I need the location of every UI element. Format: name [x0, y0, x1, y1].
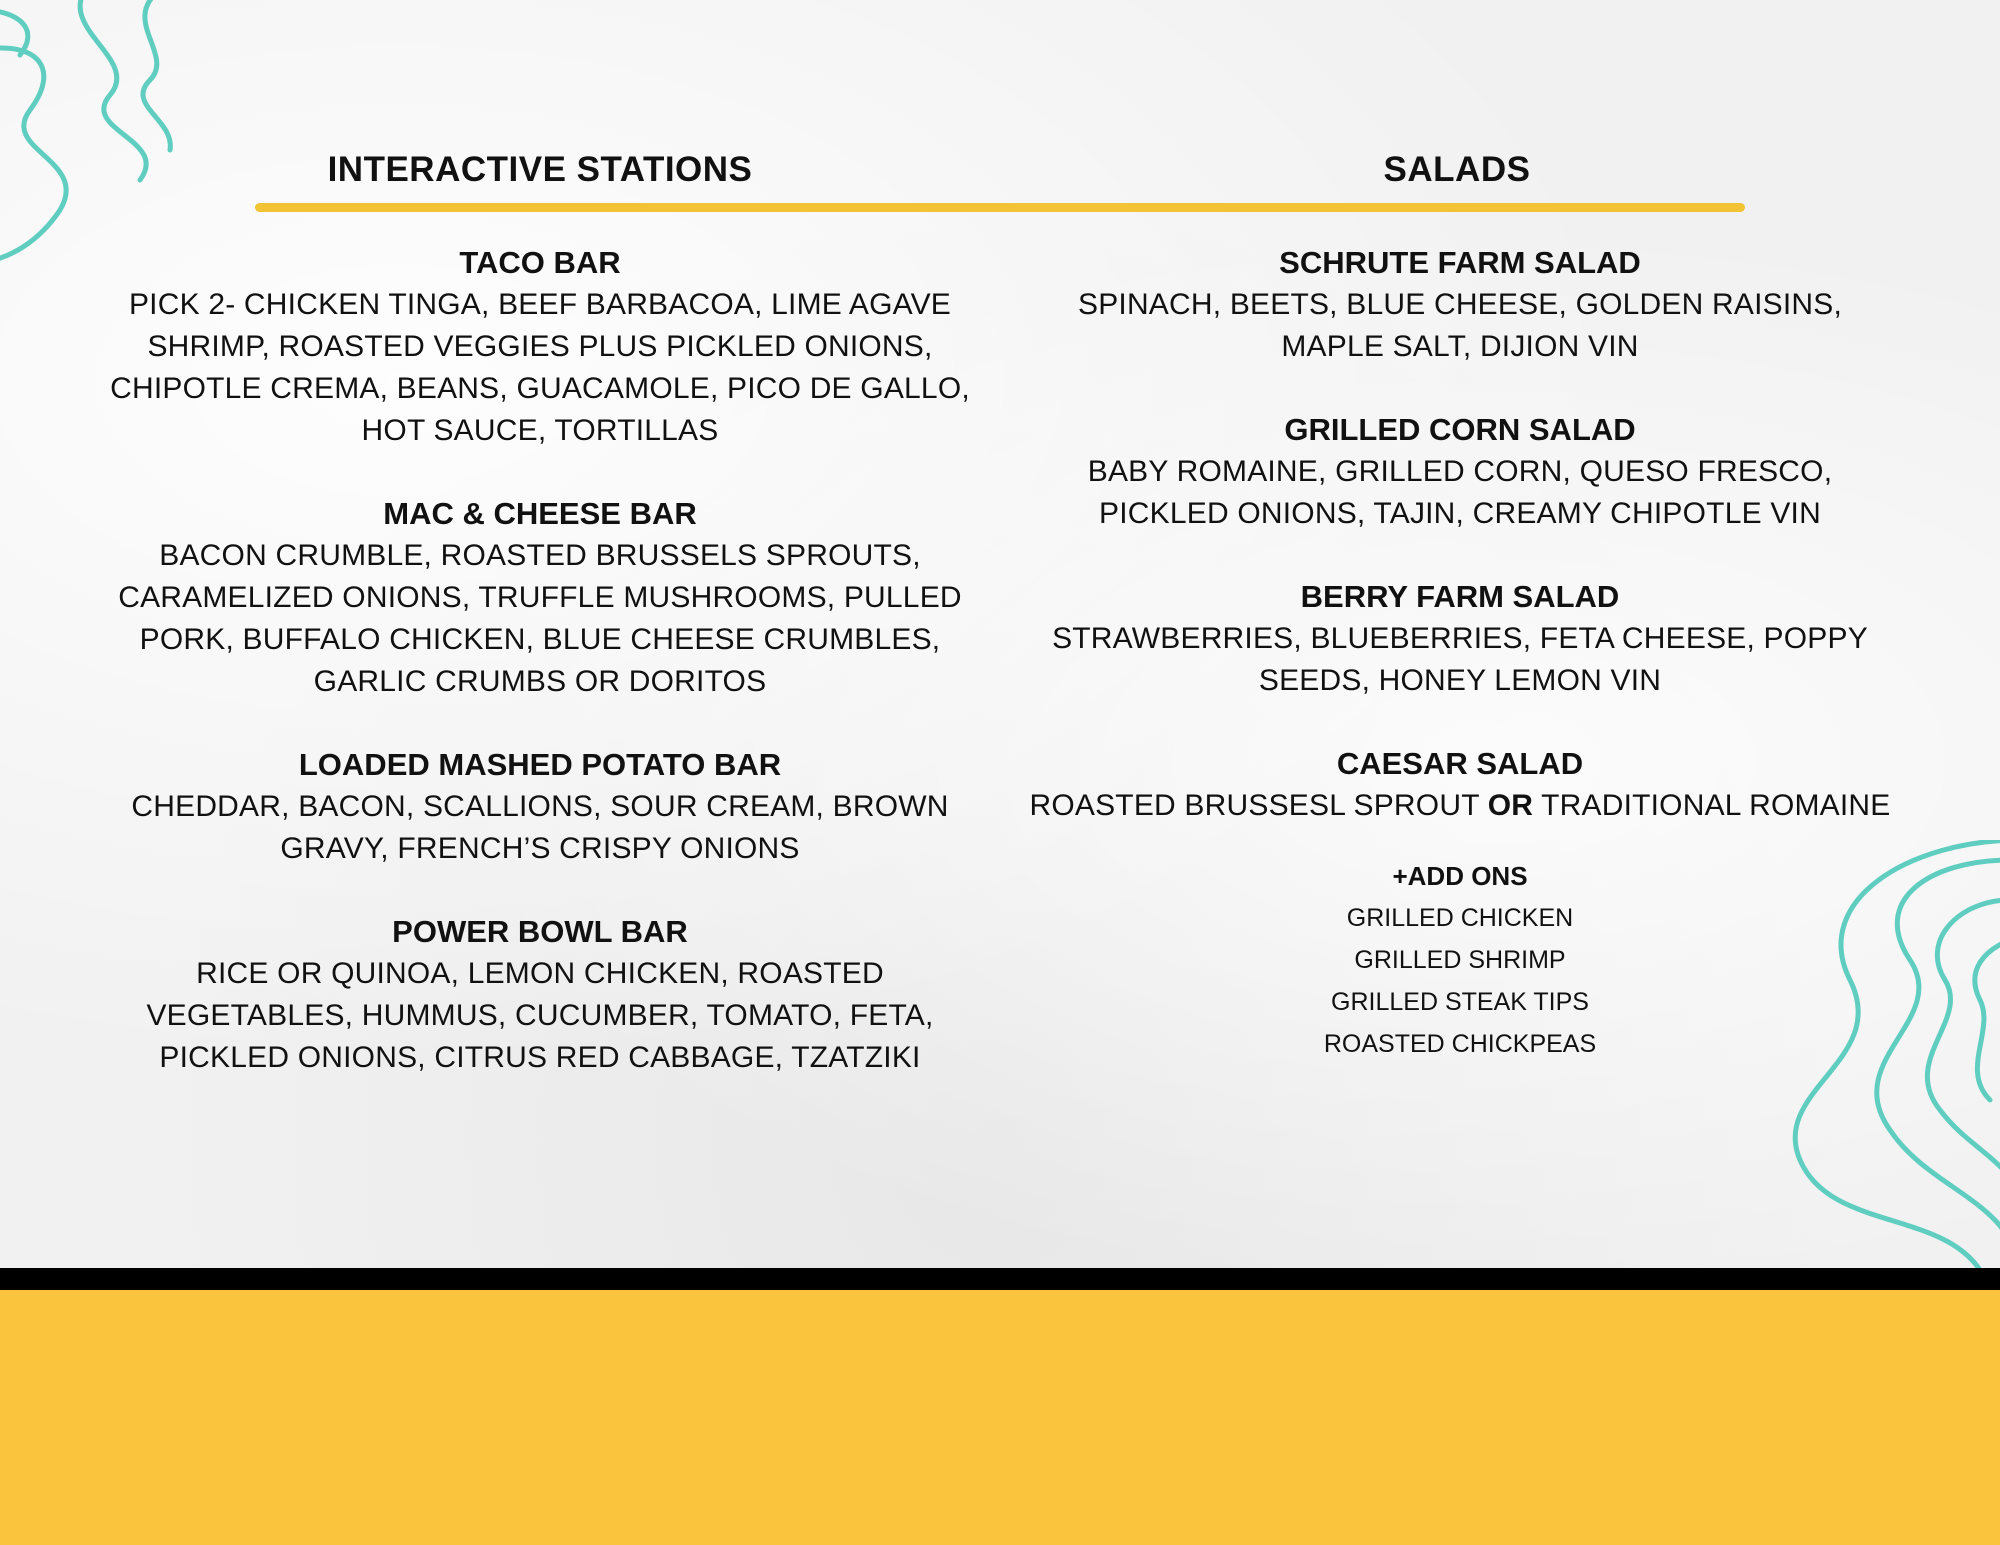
- station-line: GRAVY, FRENCH’S CRISPY ONIONS: [280, 832, 800, 865]
- salad-add-ons: [1010, 855, 1910, 1065]
- salad-grilled-corn: [1010, 409, 1910, 535]
- add-on-item: GRILLED SHRIMP: [1354, 946, 1566, 974]
- station-line: CHIPOTLE CREMA, BEANS, GUACAMOLE, PICO DE GALLO,: [110, 372, 970, 405]
- station-line: HOT SAUCE, TORTILLAS: [361, 414, 719, 447]
- stations-column: [90, 242, 990, 1120]
- station-line: GARLIC CRUMBS OR DORITOS: [313, 665, 767, 698]
- salad-title: SCHRUTE FARM SALAD: [1279, 245, 1641, 280]
- station-title: TACO BAR: [459, 245, 621, 280]
- salad-line: STRAWBERRIES, BLUEBERRIES, FETA CHEESE, POPPY: [1052, 622, 1868, 655]
- station-title: POWER BOWL BAR: [392, 914, 688, 949]
- salad-title: CAESAR SALAD: [1336, 746, 1584, 781]
- salad-schrute-farm: [1010, 242, 1910, 368]
- station-line: PICKLED ONIONS, CITRUS RED CABBAGE, TZATZIKI: [159, 1041, 921, 1074]
- salad-title: BERRY FARM SALAD: [1300, 579, 1620, 614]
- station-loaded-mashed-potato-bar: [90, 744, 990, 870]
- caesar-option-two: TRADITIONAL ROMAINE: [1533, 789, 1891, 822]
- station-line: RICE OR QUINOA, LEMON CHICKEN, ROASTED: [196, 957, 884, 990]
- add-ons-title: +ADD ONS: [1392, 861, 1528, 891]
- heading-divider-rule: [255, 203, 1745, 212]
- station-line: PORK, BUFFALO CHICKEN, BLUE CHEESE CRUMBLES,: [139, 623, 941, 656]
- salads-column: [1010, 242, 1910, 1065]
- interactive-stations-heading: INTERACTIVE STATIONS: [327, 150, 753, 189]
- caesar-or-emphasis: OR: [1487, 789, 1534, 822]
- top-left-squiggle-decoration: [0, 0, 200, 280]
- station-title: MAC & CHEESE BAR: [383, 496, 697, 531]
- footer-divider-bar: [0, 1268, 2000, 1290]
- station-line: BACON CRUMBLE, ROASTED BRUSSELS SPROUTS,: [159, 539, 921, 572]
- station-line: CHEDDAR, BACON, SCALLIONS, SOUR CREAM, BROWN: [131, 790, 949, 823]
- station-line: PICK 2- CHICKEN TINGA, BEEF BARBACOA, LIME AGAVE: [128, 288, 952, 321]
- add-on-item: GRILLED STEAK TIPS: [1331, 988, 1589, 1016]
- salads-heading: SALADS: [1383, 150, 1531, 189]
- station-mac-and-cheese-bar: [90, 493, 990, 703]
- station-title: LOADED MASHED POTATO BAR: [298, 747, 782, 782]
- salad-title: GRILLED CORN SALAD: [1284, 412, 1636, 447]
- salad-line: [1010, 785, 1910, 827]
- station-line: CARAMELIZED ONIONS, TRUFFLE MUSHROOMS, PULLED: [118, 581, 962, 614]
- add-on-item: GRILLED CHICKEN: [1346, 904, 1574, 932]
- add-on-item: ROASTED CHICKPEAS: [1323, 1030, 1597, 1058]
- salad-line: BABY ROMAINE, GRILLED CORN, QUESO FRESCO,: [1087, 455, 1833, 488]
- station-line: VEGETABLES, HUMMUS, CUCUMBER, TOMATO, FETA,: [146, 999, 934, 1032]
- salad-line: PICKLED ONIONS, TAJIN, CREAMY CHIPOTLE VIN: [1099, 497, 1821, 530]
- salad-caesar: [1010, 743, 1910, 827]
- station-power-bowl-bar: [90, 911, 990, 1079]
- station-taco-bar: [90, 242, 990, 452]
- salad-berry-farm: [1010, 576, 1910, 702]
- salad-line: SPINACH, BEETS, BLUE CHEESE, GOLDEN RAISINS,: [1077, 288, 1842, 321]
- salad-line: MAPLE SALT, DIJION VIN: [1281, 330, 1639, 363]
- station-line: SHRIMP, ROASTED VEGGIES PLUS PICKLED ONIONS,: [147, 330, 933, 363]
- salad-line: SEEDS, HONEY LEMON VIN: [1258, 664, 1662, 697]
- caesar-option-one: ROASTED BRUSSESL SPROUT: [1029, 789, 1488, 822]
- footer-color-band: [0, 1290, 2000, 1545]
